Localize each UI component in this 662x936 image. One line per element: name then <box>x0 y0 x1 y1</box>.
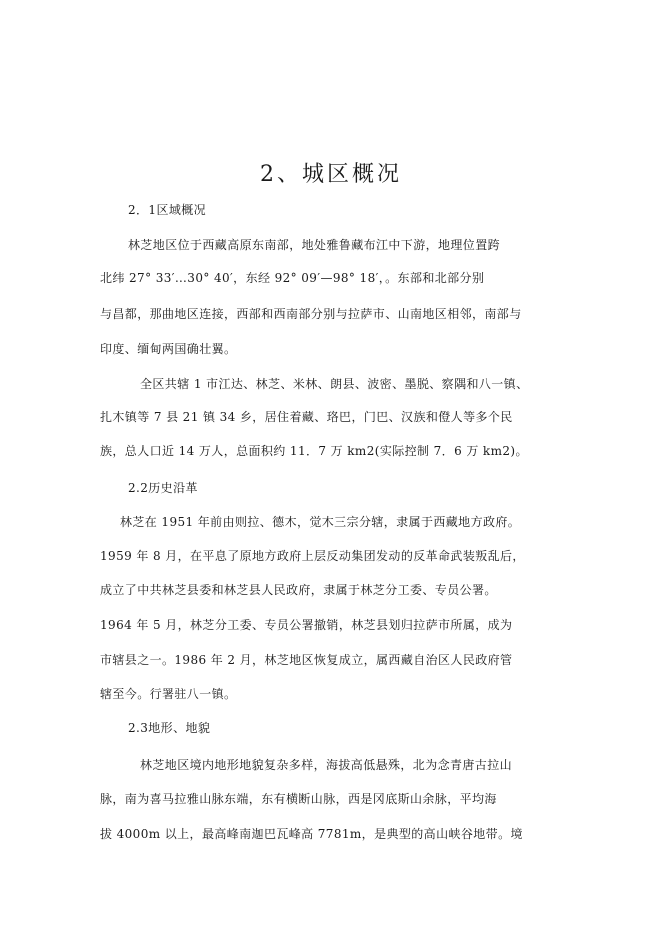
section-heading-history: 2.2历史沿革 <box>128 481 198 495</box>
paragraph-line: 族，总人口近 14 万人，总面积约 11．7 万 km2(实际控制 7．6 万 km2)。 <box>100 444 528 458</box>
paragraph-line: 全区共辖 1 市江达、林芝、米林、朗县、波密、墨脱、察隅和八一镇、 <box>140 377 529 391</box>
section-heading-terrain: 2.3地形、地貌 <box>128 721 211 735</box>
section-heading-regional-overview: 2．1区域概况 <box>128 203 207 217</box>
paragraph-line: 成立了中共林芝县委和林芝县人民政府，隶属于林芝分工委、专员公署。 <box>100 583 497 597</box>
paragraph-line: 脉，南为喜马拉雅山脉东端，东有横断山脉，西是冈底斯山余脉，平均海 <box>100 792 497 806</box>
page-title: 2、城区概况 <box>260 162 402 187</box>
paragraph-line: 与昌都，那曲地区连接，西部和西南部分别与拉萨市、山南地区相邻，南部与 <box>100 307 522 321</box>
paragraph-line: 印度、缅甸两国确壮翼。 <box>100 342 237 356</box>
paragraph-line: 拔 4000m 以上，最高峰南迦巴瓦峰高 7781m，是典型的高山峡谷地带。境 <box>100 827 523 841</box>
paragraph-line: 市辖县之一。1986 年 2 月，林芝地区恢复成立，属西藏自治区人民政府管 <box>100 653 513 667</box>
paragraph-line: 辖至今。行署驻八一镇。 <box>100 687 237 701</box>
paragraph-line: 林芝在 1951 年前由则拉、德木，觉木三宗分辖，隶属于西藏地方政府。 <box>120 515 521 529</box>
paragraph-line: 林芝地区境内地形地貌复杂多样，海拔高低悬殊，北为念青唐古拉山 <box>140 758 513 772</box>
paragraph-line: 林芝地区位于西藏高原东南部，地处雅鲁藏布江中下游，地理位置跨 <box>128 238 501 252</box>
paragraph-line: 1959 年 8 月，在平息了原地方政府上层反动集团发动的反革命武装叛乱后， <box>100 549 525 563</box>
paragraph-line: 扎木镇等 7 县 21 镇 34 乡，居住着藏、珞巴，门巴、汉族和僜人等多个民 <box>100 410 513 424</box>
paragraph-line: 1964 年 5 月，林芝分工委、专员公署撤销，林芝县划归拉萨市所属，成为 <box>100 618 513 632</box>
paragraph-line: 北纬 27° 33′…30° 40′，东经 92° 09′—98° 18′，。东部和北部分别 <box>100 271 485 285</box>
